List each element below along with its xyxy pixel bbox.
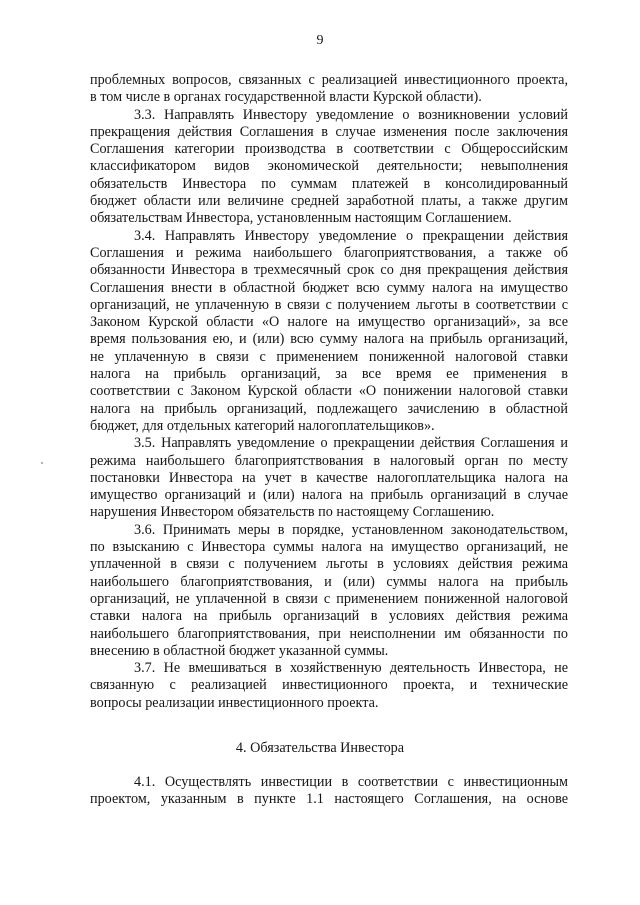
text-line: проблемных вопросов, связанных с реализацией инвестиционного проекта,: [90, 72, 568, 88]
text-line: обязательств Инвестора по суммам платежей в консолидированный: [90, 175, 568, 192]
text-line: внесению в областной бюджет указанной суммы.: [90, 642, 389, 659]
text-line: в том числе в органах государственной власти Курской области).: [90, 89, 482, 106]
text-line: по взысканию с Инвестора суммы налога на имущество организаций, не: [90, 539, 568, 556]
text-line: 4.1. Осуществлять инвестиции в соответствии с инвестиционным: [134, 774, 568, 790]
text-line: нарушения Инвестором обязательств по настоящему Соглашению.: [90, 504, 495, 521]
text-line: проектом, указанным в пункте 1.1 настоящего Соглашения, на основе: [90, 791, 568, 808]
text-line: время пользования ею, и (или) всю сумму налога на прибыль организаций,: [90, 331, 568, 348]
text-line: вопросы реализации инвестиционного проекта.: [90, 694, 379, 711]
text-line: налога на прибыль организаций, за все время ее применения в: [90, 366, 568, 383]
text-line: Соглашения категории производства в соответствии с Общероссийским: [90, 141, 568, 158]
text-line: связанную с реализацией инвестиционного проекта, и технические: [90, 677, 568, 694]
text-line: Законом Курской области «О налоге на имущество организаций», за все: [90, 314, 568, 331]
text-line: 3.5. Направлять уведомление о прекращении действия Соглашения и: [134, 435, 568, 452]
paragraph-4-1: [90, 774, 568, 809]
text-line: наибольшего благоприятствования, и (или) суммы налога на прибыль: [90, 573, 568, 590]
text-line: 3.3. Направлять Инвестору уведомление о возникновении условий: [134, 106, 568, 123]
paragraph-3-4: [90, 228, 568, 436]
text-line: ставки налога на прибыль организаций в условиях действия режима: [90, 608, 568, 625]
text-line: прекращения действия Соглашения в случае изменения после заключения: [90, 123, 568, 140]
text-line: Соглашения внести в областной бюджет всю сумму налога на имущество: [90, 279, 568, 296]
paragraph-continuation: [90, 72, 568, 107]
text-line: режима наибольшего благоприятствования в налоговый орган по месту: [90, 452, 568, 469]
text-line: Соглашения и режима наибольшего благоприятствования, а также об: [90, 244, 568, 261]
text-line: не уплаченную в связи с применением пониженной налоговой ставки: [90, 348, 568, 365]
paragraph-3-3: [90, 107, 568, 228]
text-line: наибольшего благоприятствования, при неисполнении им обязанности по: [90, 625, 568, 642]
document-body: [90, 72, 568, 712]
text-line: 3.6. Принимать меры в порядке, установленном законодательством,: [134, 521, 568, 538]
text-line: постановки Инвестора на учет в качестве налогоплательщика налога на: [90, 469, 568, 486]
text-line: соответствии с Законом Курской области «О понижении налоговой ставки: [90, 383, 568, 400]
text-line: налога на прибыль организаций, подлежащего зачислению в областной: [90, 400, 568, 417]
text-line: бюджет области или величине средней заработной платы, а также другим: [90, 193, 568, 210]
text-line: 3.7. Не вмешиваться в хозяйственную деятельность Инвестора, не: [134, 660, 568, 677]
text-line: бюджет, для отдельных категорий налогоплательщиков».: [90, 417, 435, 434]
paragraph-3-6: [90, 522, 568, 660]
paragraph-3-5: [90, 435, 568, 521]
text-line: организаций, не уплаченную в связи с получением льготы в соответствии с: [90, 296, 568, 313]
page-number: 9: [316, 33, 324, 48]
text-line: уплаченной в связи с получением льготы в условиях действия режима: [90, 556, 568, 573]
text-line: 3.4. Направлять Инвестору уведомление о прекращении действия: [134, 227, 568, 244]
text-line: классификатором видов экономической деятельности; невыполнения: [90, 158, 568, 175]
text-line: имущество организаций и (или) налога на прибыль организаций в случае: [90, 487, 568, 504]
paragraph-3-7: [90, 660, 568, 712]
text-line: обязательствам Инвестора, установленным настоящим Соглашением.: [90, 210, 512, 227]
text-line: организаций, не уплаченной в связи с применением пониженной налоговой: [90, 590, 568, 607]
scan-speck: [41, 462, 43, 464]
text-line: обязанности Инвестора в трехмесячный срок со дня прекращения действия: [90, 262, 568, 279]
section-heading: 4. Обязательства Инвестора: [235, 740, 405, 756]
